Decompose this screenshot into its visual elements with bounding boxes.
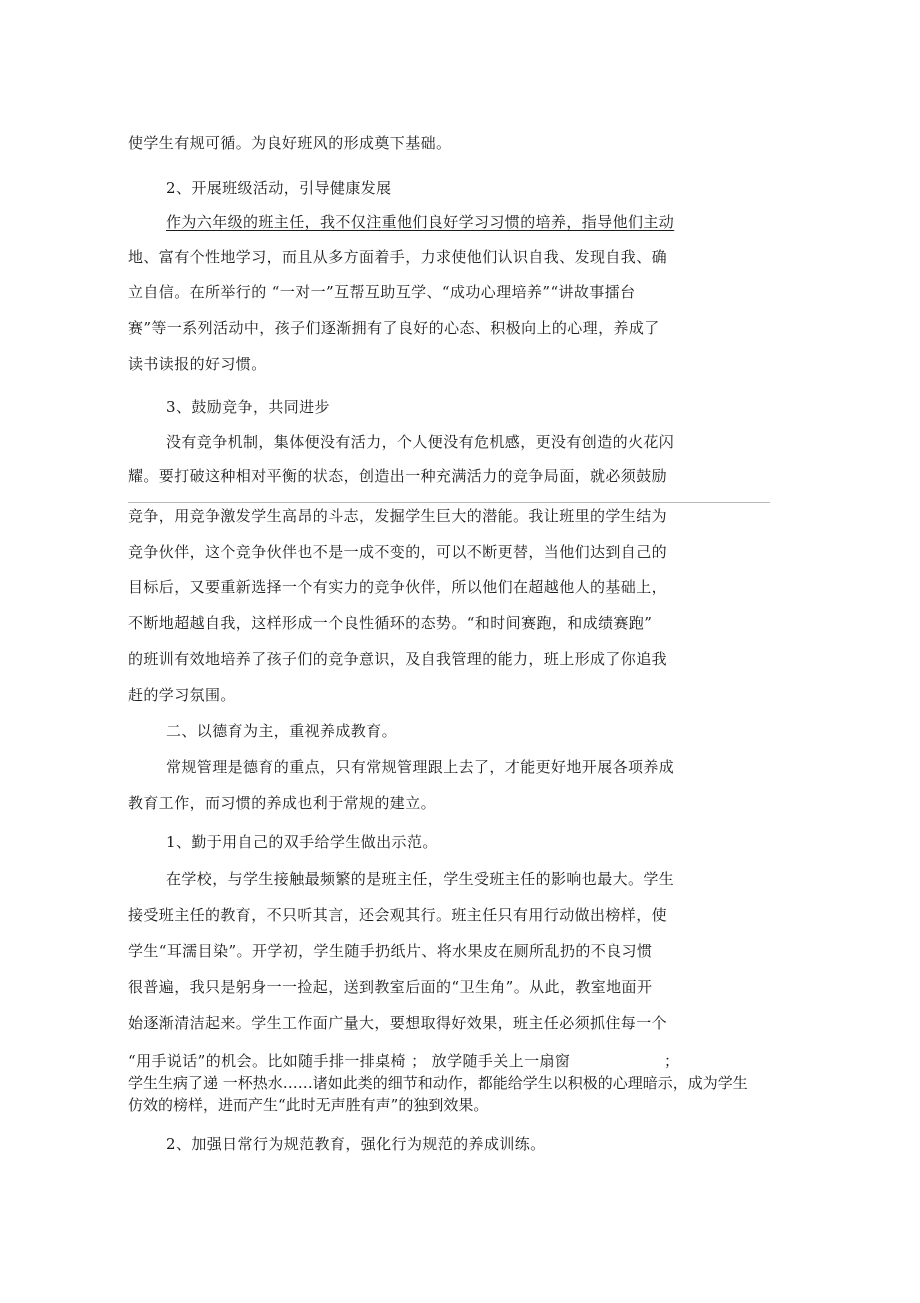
paragraph-line: 在学校，与学生接触最频繁的是班主任，学生受班主任的影响也最大。学生 xyxy=(166,870,675,888)
paragraph-line: 读书读报的好习惯。 xyxy=(128,355,267,373)
paragraph-line: 的班训有效地培养了孩子们的竞争意识，及自我管理的能力，班上形成了你追我 xyxy=(128,650,668,668)
paragraph-line: 始逐渐清洁起来。学生工作面广量大，要想取得好效果，班主任必须抓住每一个 xyxy=(128,1014,668,1032)
page-break-rule xyxy=(128,502,770,503)
paragraph-line: 不断地超越自我，这样形成一个良性循环的态势。“和时间赛跑，和成绩赛跑” xyxy=(128,614,653,632)
paragraph-line: 赛”等一系列活动中，孩子们逐渐拥有了良好的心态、积极向上的心理，养成了 xyxy=(128,319,660,337)
section-heading: 2、开展班级活动，引导健康发展 xyxy=(166,179,392,197)
paragraph-line: 目标后，又要重新选择一个有实力的竞争伙伴，所以他们在超越他人的基础上， xyxy=(128,578,668,596)
paragraph-line: 教育工作，而习惯的养成也利于常规的建立。 xyxy=(128,794,437,812)
paragraph-line: 竞争伙伴，这个竞争伙伴也不是一成不变的，可以不断更替，当他们达到自己的 xyxy=(128,543,668,561)
section-heading: 2、加强日常行为规范教育，强化行为规范的养成训练。 xyxy=(166,1135,546,1153)
paragraph-line: 地、富有个性地学习，而且从多方面着手，力求使他们认识自我、发现自我、确 xyxy=(128,248,668,266)
paragraph-line: 学生“耳濡目染”。开学初，学生随手扔纸片、将水果皮在厕所乱扔的不良习惯 xyxy=(128,942,653,960)
paragraph-line: 立自信。在所举行的 “一对一”互帮互助互学、“成功心理培养”“讲故事擂台 xyxy=(128,283,636,301)
paragraph-line: 使学生有规可循。为良好班风的形成奠下基础。 xyxy=(128,134,452,152)
section-heading: 3、鼓励竞争，共同进步 xyxy=(166,398,330,416)
paragraph-line: 很普遍，我只是躬身一一捡起，送到教室后面的“卫生角”。从此，教室地面开 xyxy=(128,978,653,996)
paragraph-line: 没有竞争机制，集体便没有活力，个人便没有危机感，更没有创造的火花闪 xyxy=(166,433,675,451)
paragraph-line: 仿效的榜样，进而产生“此时无声胜有声”的独到效果。 xyxy=(128,1096,489,1114)
section-heading: 1、勤于用自己的双手给学生做出示范。 xyxy=(166,833,438,851)
paragraph-line: 耀。要打破这种相对平衡的状态，创造出一种充满活力的竞争局面，就必须鼓励 xyxy=(128,467,668,485)
paragraph-line: 竞争，用竞争激发学生高昂的斗志，发掘学生巨大的潜能。我让班里的学生结为 xyxy=(128,507,668,525)
stray-semicolon: ； xyxy=(664,1052,680,1070)
paragraph-line: 常规管理是德育的重点，只有常规管理跟上去了，才能更好地开展各项养成 xyxy=(166,758,675,776)
paragraph-line: “用手说话”的机会。比如随手排一排桌椅 ； 放学随手关上一扇窗 xyxy=(128,1052,571,1070)
paragraph-line: 接受班主任的教育，不只听其言，还会观其行。班主任只有用行动做出榜样，使 xyxy=(128,906,668,924)
paragraph-line: 赶的学习氛围。 xyxy=(128,686,236,704)
paragraph-line: 学生生病了递 一杯热水……诸如此类的细节和动作，都能给学生以积极的心理暗示，成为学生 xyxy=(128,1074,748,1092)
section-heading: 二、以德育为主，重视养成教育。 xyxy=(166,722,398,740)
paragraph-line: 作为六年级的班主任，我不仅注重他们良好学习习惯的培养，指导他们主动 xyxy=(166,213,675,231)
